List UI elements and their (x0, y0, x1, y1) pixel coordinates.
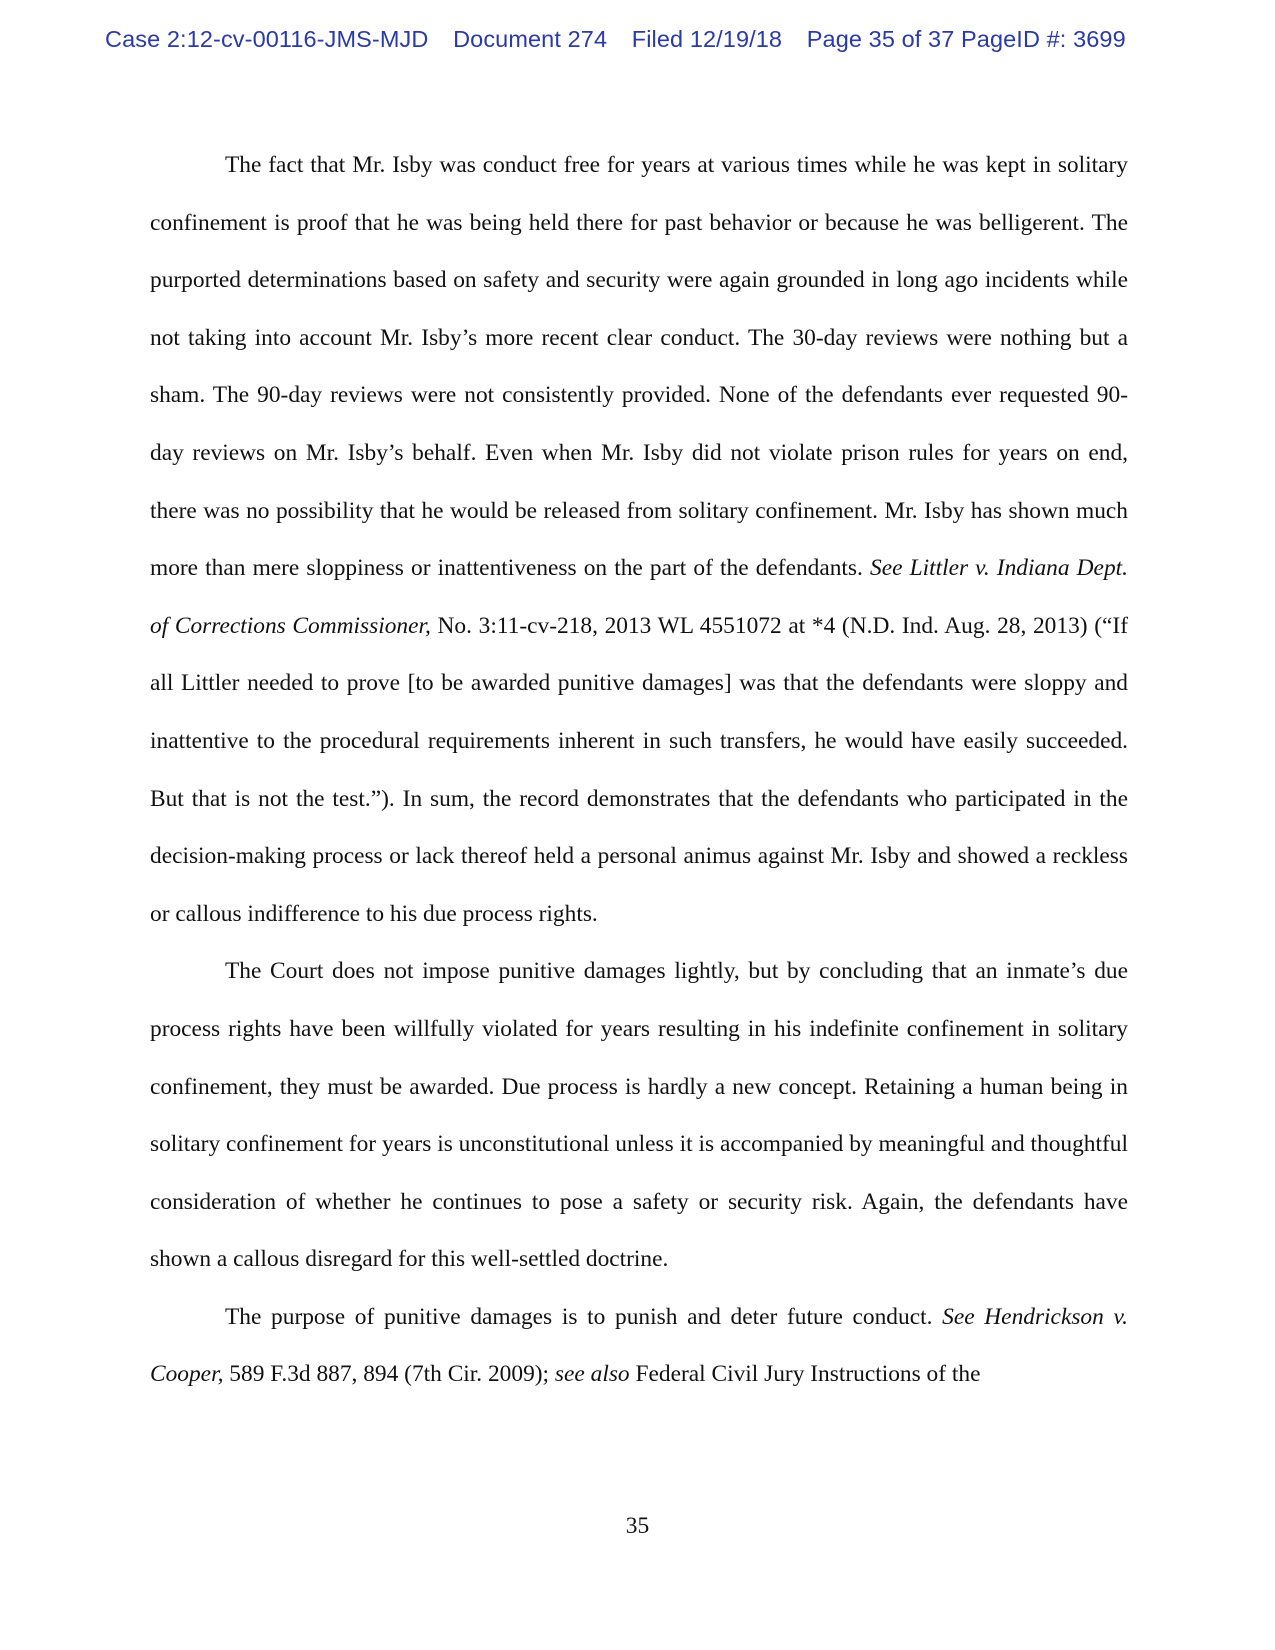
paragraph-3 (150, 1289, 1128, 1404)
paragraph-3-text-c: Federal Civil Jury Instructions of the (635, 1361, 981, 1388)
page-info: Page 35 of 37 PageID #: 3699 (806, 26, 1126, 52)
paragraph-2: The Court does not impose punitive damages lightly, but by concluding that an inmate’s due process rights have been willfully violated for years resulting in his indefinite confinement in solitary confinement, they must be awarded. Due process is hardly a new concept. Retaining a human being in solitary confinement for years is unconstitutional unless it is accompanied by meaningful and thoughtful consideration of whether he continues to pose a safety or security risk. Again, the defendants have shown a callous disregard for this well-settled doctrine. (150, 958, 1128, 1273)
paragraph-3-text-b: 589 F.3d 887, 894 (7th Cir. 2009); (229, 1361, 550, 1388)
case-number: Case 2:12-cv-00116-JMS-MJD (105, 26, 429, 52)
filing-header (105, 26, 1170, 53)
page-number: 35 (625, 1513, 650, 1539)
paragraph-1 (150, 137, 1128, 943)
document-number: Document 274 (453, 26, 608, 52)
citation-hendrickson: See Hendrickson v. Cooper, (150, 1303, 1128, 1388)
document-body (150, 137, 1128, 1404)
paragraph-1-text-a: The fact that Mr. Isby was conduct free for years at various times while he was kept in solitary confinement is proof that he was being held there for past behavior or because he was belligerent. The purported determinations based on safety and security were again grounded in long ago incidents while not taking into account Mr. Isby’s more recent clear conduct. The 30-day reviews were nothing but a sham. The 90-day reviews were not consistently provided. None of the defendants ever requested 90-day reviews on Mr. Isby’s behalf. Even when Mr. Isby did not violate prison rules for years on end, there was no possibility that he would be released from solitary confinement. Mr. Isby has shown much more than mere sloppiness or inattentiveness on the part of the defendants. (150, 152, 1128, 582)
paragraph-3-text-a: The purpose of punitive damages is to punish and deter future conduct. (225, 1303, 933, 1330)
filed-date: Filed 12/19/18 (631, 26, 783, 52)
citation-see-also: see also (554, 1361, 630, 1388)
citation-littler: See Littler v. Indiana Dept. of Corrections Commissioner, (150, 555, 1128, 639)
paragraph-1-text-b: No. 3:11-cv-218, 2013 WL 4551072 at *4 (N.D. Ind. Aug. 28, 2013) (“If all Littler needed to prove [to be awarded punitive damages] was that the defendants were sloppy and inattentive to the procedural requirements inherent in such transfers, he would have easily succeeded. But that is not the test.”). In sum, the record demonstrates that the defendants who participated in the decision-making process or lack thereof held a personal animus against Mr. Isby and showed a reckless or callous indifference to his due process rights. (150, 612, 1128, 927)
